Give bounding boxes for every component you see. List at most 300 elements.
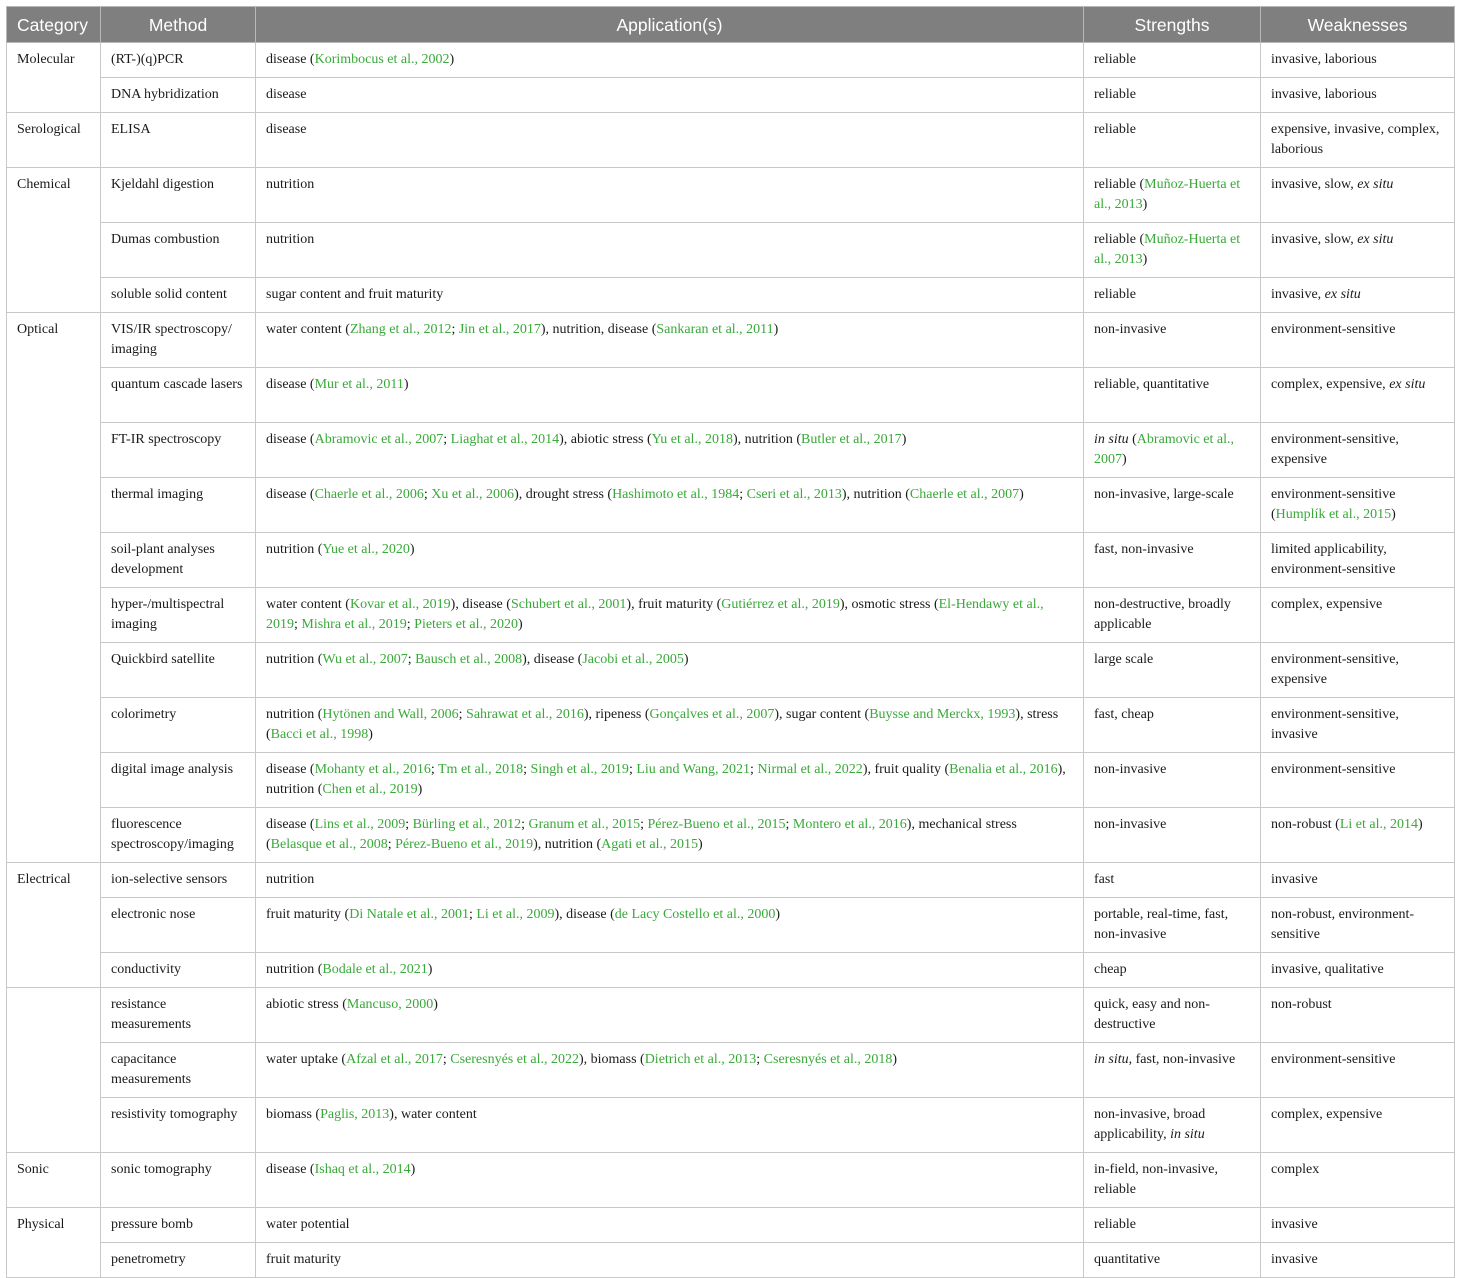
citation-link[interactable]: Butler et al., 2017 [800, 432, 902, 447]
weaknesses-cell [1261, 1098, 1455, 1153]
citation-link[interactable]: Mur et al., 2011 [314, 377, 404, 392]
header-weaknesses: Weaknesses [1261, 7, 1455, 43]
cell-text: ), water content [389, 1107, 477, 1122]
weaknesses-cell [1261, 168, 1455, 223]
weaknesses-cell [1261, 588, 1455, 643]
strengths-cell [1084, 43, 1261, 78]
citation-link[interactable]: Yue et al., 2020 [322, 542, 410, 557]
citation-link[interactable]: Yu et al., 2018 [651, 432, 733, 447]
cell-text: abiotic stress ( [266, 997, 347, 1012]
citation-link[interactable]: Chen et al., 2019 [322, 782, 418, 797]
application-cell [256, 423, 1084, 478]
cell-text: quick, easy and non-destructive [1094, 997, 1210, 1032]
citation-link[interactable]: Gonçalves et al., 2007 [649, 707, 775, 722]
cell-text: disease ( [266, 432, 315, 447]
cell-text: reliable [1094, 87, 1136, 102]
strengths-cell [1084, 1153, 1261, 1208]
cell-text: reliable ( [1094, 177, 1145, 192]
table-row [7, 988, 1455, 1043]
strengths-cell [1084, 863, 1261, 898]
cell-text: ) [427, 962, 433, 977]
weaknesses-cell [1261, 368, 1455, 423]
table-row [7, 1208, 1455, 1243]
citation-link[interactable]: Mohanty et al., 2016 [314, 762, 431, 777]
category-cell: Sonic [7, 1153, 101, 1208]
application-cell [256, 1153, 1084, 1208]
citation-link[interactable]: Lins et al., 2009 [314, 817, 406, 832]
cell-text: ) [1417, 817, 1423, 832]
cell-text: ; [750, 762, 758, 777]
cell-text: ; [458, 707, 467, 722]
strengths-cell [1084, 478, 1261, 533]
cell-text: ) [901, 432, 907, 447]
cell-text: ), disease ( [522, 652, 583, 667]
cell-text: ; [785, 817, 793, 832]
italic-text: ex situ [1357, 232, 1394, 247]
cell-text: ) [433, 997, 438, 1012]
citation-link[interactable]: Li et al., 2014 [1339, 817, 1418, 832]
cell-text: disease [266, 122, 307, 137]
category-cell: Molecular [7, 43, 101, 113]
application-cell [256, 368, 1084, 423]
citation-link[interactable]: Paglis, 2013 [320, 1107, 390, 1122]
strengths-cell [1084, 533, 1261, 588]
cell-text: expensive, invasive, complex, laborious [1271, 122, 1440, 157]
weaknesses-cell [1261, 43, 1455, 78]
table-row [7, 313, 1455, 368]
table-row [7, 588, 1455, 643]
application-cell [256, 988, 1084, 1043]
citation-link[interactable]: Li et al., 2009 [476, 907, 555, 922]
citation-link[interactable]: El-Hendawy et al., 2019 [266, 597, 1044, 632]
cell-text: ) [697, 837, 703, 852]
application-cell [256, 1043, 1084, 1098]
citation-link[interactable]: Bürling et al., 2012 [412, 817, 522, 832]
cell-text: ), nutrition ( [266, 762, 1066, 797]
table-row [7, 78, 1455, 113]
citation-link[interactable]: Bausch et al., 2008 [415, 652, 523, 667]
application-cell [256, 478, 1084, 533]
cell-text: reliable [1094, 122, 1136, 137]
citation-link[interactable]: Ishaq et al., 2014 [314, 1162, 411, 1177]
citation-link[interactable]: Liaghat et al., 2014 [450, 432, 560, 447]
weaknesses-cell [1261, 223, 1455, 278]
table-row [7, 43, 1455, 78]
cell-text: sugar content and fruit maturity [266, 287, 444, 302]
method-cell: DNA hybridization [101, 78, 256, 113]
citation-link[interactable]: Mancuso, 2000 [346, 997, 434, 1012]
strengths-cell [1084, 168, 1261, 223]
cell-text: ; [523, 762, 531, 777]
citation-link[interactable]: Mishra et al., 2019 [301, 617, 407, 632]
strengths-cell [1084, 898, 1261, 953]
citation-link[interactable]: Cseri et al., 2013 [746, 487, 842, 502]
italic-text: in situ [1094, 432, 1129, 447]
cell-text: disease ( [266, 487, 315, 502]
cell-text: ) [775, 907, 781, 922]
strengths-cell [1084, 753, 1261, 808]
method-cell: thermal imaging [101, 478, 256, 533]
cell-text: ) [1122, 452, 1127, 467]
application-cell [256, 1243, 1084, 1278]
weaknesses-cell [1261, 1153, 1455, 1208]
cell-text: ), sugar content ( [774, 707, 870, 722]
citation-link[interactable]: Korimbocus et al., 2002 [314, 52, 450, 67]
cell-text: reliable [1094, 287, 1136, 302]
cell-text: disease ( [266, 1162, 315, 1177]
weaknesses-cell [1261, 1208, 1455, 1243]
cell-text: ) [417, 782, 423, 797]
cell-text: cheap [1094, 962, 1127, 977]
cell-text: ; [640, 817, 648, 832]
header-applications: Application(s) [256, 7, 1084, 43]
method-cell: soluble solid content [101, 278, 256, 313]
method-cell: Dumas combustion [101, 223, 256, 278]
citation-link[interactable]: Xu et al., 2006 [431, 487, 515, 502]
citation-link[interactable]: Chaerle et al., 2007 [909, 487, 1020, 502]
cell-text: ), biomass ( [578, 1052, 645, 1067]
table-row [7, 698, 1455, 753]
cell-text: nutrition ( [266, 962, 323, 977]
methods-table [6, 6, 1455, 1278]
cell-text: environment-sensitive, expensive [1271, 432, 1399, 467]
cell-text: ; [628, 762, 637, 777]
cell-text: ; [443, 432, 451, 447]
application-cell [256, 753, 1084, 808]
weaknesses-cell [1261, 698, 1455, 753]
strengths-cell [1084, 1043, 1261, 1098]
cell-text: non-robust ( [1271, 817, 1340, 832]
cell-text: disease ( [266, 817, 315, 832]
method-cell: sonic tomography [101, 1153, 256, 1208]
cell-text: quantitative [1094, 1252, 1161, 1267]
cell-text: invasive [1271, 872, 1318, 887]
strengths-cell [1084, 423, 1261, 478]
method-cell: digital image analysis [101, 753, 256, 808]
citation-link[interactable]: Pieters et al., 2020 [414, 617, 518, 632]
cell-text: ; [430, 762, 438, 777]
application-cell [256, 533, 1084, 588]
cell-text: fast, non-invasive [1094, 542, 1194, 557]
application-cell [256, 313, 1084, 368]
cell-text: reliable, quantitative [1094, 377, 1210, 392]
citation-link[interactable]: Schubert et al., 2001 [510, 597, 627, 612]
strengths-cell [1084, 588, 1261, 643]
method-cell: pressure bomb [101, 1208, 256, 1243]
citation-link[interactable]: Agati et al., 2015 [601, 837, 698, 852]
citation-link[interactable]: Sankaran et al., 2011 [656, 322, 774, 337]
cell-text: non-invasive [1094, 322, 1167, 337]
method-cell: ion-selective sensors [101, 863, 256, 898]
table-row [7, 113, 1455, 168]
cell-text: ), osmotic stress ( [839, 597, 939, 612]
citation-link[interactable]: Belasque et al., 2008 [270, 837, 388, 852]
cell-text: reliable [1094, 1217, 1136, 1232]
cell-text: water content ( [266, 597, 350, 612]
method-cell: Kjeldahl digestion [101, 168, 256, 223]
method-cell: conductivity [101, 953, 256, 988]
method-cell: penetrometry [101, 1243, 256, 1278]
application-cell [256, 78, 1084, 113]
citation-link[interactable]: Afzal et al., 2017 [346, 1052, 443, 1067]
citation-link[interactable]: Zhang et al., 2012 [349, 322, 452, 337]
cell-text: ) [409, 542, 415, 557]
citation-link[interactable]: Jin et al., 2017 [458, 322, 541, 337]
citation-link[interactable]: Montero et al., 2016 [792, 817, 907, 832]
citation-link[interactable]: Kovar et al., 2019 [349, 597, 451, 612]
table-body [7, 43, 1455, 1278]
method-cell: fluorescence spectroscopy/imaging [101, 808, 256, 863]
italic-text: ex situ [1389, 377, 1426, 392]
cell-text: invasive, laborious [1271, 52, 1377, 67]
citation-link[interactable]: Muñoz-Huerta et al., 2013 [1094, 177, 1241, 212]
cell-text: invasive, laborious [1271, 87, 1377, 102]
application-cell [256, 168, 1084, 223]
cell-text: complex [1271, 1162, 1320, 1177]
citation-link[interactable]: Muñoz-Huerta et al., 2013 [1094, 232, 1241, 267]
citation-link[interactable]: Granum et al., 2015 [528, 817, 641, 832]
strengths-cell [1084, 1243, 1261, 1278]
cell-text: water uptake ( [266, 1052, 347, 1067]
cell-text: complex, expensive [1271, 1107, 1383, 1122]
citation-link[interactable]: Cseresnyés et al., 2018 [763, 1052, 893, 1067]
cell-text: disease ( [266, 52, 315, 67]
cell-text: ; [423, 487, 432, 502]
strengths-cell [1084, 278, 1261, 313]
table-row [7, 478, 1455, 533]
citation-link[interactable]: Dietrich et al., 2013 [644, 1052, 757, 1067]
cell-text: disease ( [266, 762, 315, 777]
category-cell: Serological [7, 113, 101, 168]
table-row [7, 368, 1455, 423]
header-category: Category [7, 7, 101, 43]
cell-text: water potential [266, 1217, 350, 1232]
cell-text: non-invasive [1094, 762, 1167, 777]
method-cell: colorimetry [101, 698, 256, 753]
cell-text: ) [1142, 252, 1148, 267]
citation-link[interactable]: Pérez-Bueno et al., 2019 [395, 837, 534, 852]
cell-text: limited applicability, environment-sensitive [1271, 542, 1396, 577]
header-row [7, 7, 1455, 43]
cell-text: non-invasive, large-scale [1094, 487, 1234, 502]
cell-text: ; [451, 322, 459, 337]
weaknesses-cell [1261, 1243, 1455, 1278]
strengths-cell [1084, 313, 1261, 368]
cell-text: ), stress ( [266, 707, 1059, 742]
cell-text: ), fruit maturity ( [626, 597, 722, 612]
cell-text: ) [773, 322, 779, 337]
cell-text: fruit maturity [266, 1252, 342, 1267]
cell-text: ) [449, 52, 455, 67]
cell-text: non-robust [1271, 997, 1332, 1012]
cell-text: ) [517, 617, 523, 632]
application-cell [256, 588, 1084, 643]
citation-link[interactable]: Bodale et al., 2021 [322, 962, 428, 977]
cell-text: ; [442, 1052, 451, 1067]
cell-text: in-field, non-invasive, reliable [1094, 1162, 1219, 1197]
cell-text: non-robust, environment-sensitive [1271, 907, 1415, 942]
cell-text: ), nutrition ( [841, 487, 910, 502]
application-cell [256, 698, 1084, 753]
cell-text: ), nutrition, disease ( [540, 322, 657, 337]
cell-text: disease [266, 87, 307, 102]
cell-text: environment-sensitive [1271, 322, 1396, 337]
strengths-cell [1084, 1098, 1261, 1153]
strengths-cell [1084, 643, 1261, 698]
cell-text: invasive, qualitative [1271, 962, 1384, 977]
strengths-cell [1084, 988, 1261, 1043]
weaknesses-cell [1261, 898, 1455, 953]
table-row [7, 643, 1455, 698]
table-row [7, 1153, 1455, 1208]
table-row [7, 1098, 1455, 1153]
header-strengths: Strengths [1084, 7, 1261, 43]
citation-link[interactable]: Chaerle et al., 2006 [314, 487, 424, 502]
weaknesses-cell [1261, 953, 1455, 988]
cell-text: portable, real-time, fast, non-invasive [1094, 907, 1229, 942]
weaknesses-cell [1261, 808, 1455, 863]
table-row [7, 953, 1455, 988]
cell-text: ; [294, 617, 302, 632]
citation-link[interactable]: Sahrawat et al., 2016 [466, 707, 584, 722]
cell-text: invasive [1271, 1252, 1318, 1267]
cell-text: ; [756, 1052, 764, 1067]
strengths-cell [1084, 113, 1261, 168]
cell-text: ), drought stress ( [514, 487, 613, 502]
citation-link[interactable]: de Lacy Costello et al., 2000 [614, 907, 776, 922]
citation-link[interactable]: Pérez-Bueno et al., 2015 [647, 817, 786, 832]
italic-text: in situ [1094, 1052, 1129, 1067]
cell-text: environment-sensitive [1271, 1052, 1396, 1067]
cell-text: ) [892, 1052, 898, 1067]
citation-link[interactable]: Abramovic et al., 2007 [314, 432, 444, 447]
cell-text: non-destructive, broadly applicable [1094, 597, 1231, 632]
cell-text: nutrition ( [266, 652, 323, 667]
cell-text: ) [410, 1162, 416, 1177]
cell-text: environment-sensitive, invasive [1271, 707, 1399, 742]
citation-link[interactable]: Hashimoto et al., 1984 [612, 487, 740, 502]
cell-text: nutrition ( [266, 707, 323, 722]
cell-text: environment-sensitive ( [1271, 487, 1396, 522]
cell-text: non-invasive, broad applicability, [1094, 1107, 1206, 1142]
table-row [7, 423, 1455, 478]
strengths-cell [1084, 78, 1261, 113]
cell-text: non-invasive [1094, 817, 1167, 832]
weaknesses-cell [1261, 313, 1455, 368]
weaknesses-cell [1261, 753, 1455, 808]
citation-link[interactable]: Abramovic et al., 2007 [1094, 432, 1234, 467]
cell-text: reliable ( [1094, 232, 1145, 247]
method-cell: capacitance measurements [101, 1043, 256, 1098]
header-method: Method [101, 7, 256, 43]
cell-text: ; [521, 817, 529, 832]
application-cell [256, 863, 1084, 898]
citation-link[interactable]: Di Natale et al., 2001 [349, 907, 469, 922]
application-cell [256, 898, 1084, 953]
citation-link[interactable]: Humplík et al., 2015 [1275, 507, 1392, 522]
citation-link[interactable]: Cseresnyés et al., 2022 [450, 1052, 579, 1067]
table-row [7, 753, 1455, 808]
method-cell: resistance measurements [101, 988, 256, 1043]
cell-text: ), nutrition ( [533, 837, 602, 852]
application-cell [256, 113, 1084, 168]
citation-link[interactable]: Gutiérrez et al., 2019 [721, 597, 840, 612]
table-row [7, 898, 1455, 953]
cell-text: ), mechanical stress ( [266, 817, 1017, 852]
category-cell: Optical [7, 313, 101, 863]
application-cell [256, 643, 1084, 698]
cell-text: ; [406, 617, 415, 632]
cell-text: nutrition ( [266, 542, 323, 557]
method-cell: VIS/IR spectroscopy/ imaging [101, 313, 256, 368]
table-row [7, 533, 1455, 588]
application-cell [256, 278, 1084, 313]
cell-text: environment-sensitive [1271, 762, 1396, 777]
table-header [7, 7, 1455, 43]
citation-link[interactable]: Liu and Wang, 2021 [636, 762, 751, 777]
method-cell: Quickbird satellite [101, 643, 256, 698]
weaknesses-cell [1261, 478, 1455, 533]
category-cell [7, 988, 101, 1153]
table-row [7, 168, 1455, 223]
citation-link[interactable]: Nirmal et al., 2022 [757, 762, 863, 777]
cell-text: invasive, slow, [1271, 177, 1358, 192]
strengths-cell [1084, 808, 1261, 863]
cell-text: ; [468, 907, 477, 922]
citation-link[interactable]: Bacci et al., 1998 [270, 727, 369, 742]
weaknesses-cell [1261, 113, 1455, 168]
citation-link[interactable]: Jacobi et al., 2005 [582, 652, 684, 667]
application-cell [256, 1098, 1084, 1153]
category-cell: Physical [7, 1208, 101, 1278]
table-row [7, 278, 1455, 313]
citation-link[interactable]: Buysse and Merckx, 1993 [869, 707, 1016, 722]
cell-text: , fast, non-invasive [1128, 1052, 1236, 1067]
cell-text: ; [405, 817, 413, 832]
citation-link[interactable]: Hytönen and Wall, 2006 [322, 707, 459, 722]
cell-text: water content ( [266, 322, 350, 337]
citation-link[interactable]: Tm et al., 2018 [438, 762, 524, 777]
cell-text: invasive, [1271, 287, 1325, 302]
citation-link[interactable]: Singh et al., 2019 [530, 762, 629, 777]
cell-text: ), disease ( [450, 597, 511, 612]
method-cell: FT-IR spectroscopy [101, 423, 256, 478]
method-cell: soil-plant analyses development [101, 533, 256, 588]
cell-text: invasive, slow, [1271, 232, 1358, 247]
application-cell [256, 1208, 1084, 1243]
weaknesses-cell [1261, 863, 1455, 898]
cell-text: fruit maturity ( [266, 907, 350, 922]
weaknesses-cell [1261, 423, 1455, 478]
cell-text: ), fruit quality ( [862, 762, 950, 777]
cell-text: ) [1391, 507, 1396, 522]
citation-link[interactable]: Benalia et al., 2016 [949, 762, 1058, 777]
weaknesses-cell [1261, 988, 1455, 1043]
cell-text: reliable [1094, 52, 1136, 67]
cell-text: invasive [1271, 1217, 1318, 1232]
weaknesses-cell [1261, 533, 1455, 588]
italic-text: in situ [1170, 1127, 1205, 1142]
table-row [7, 863, 1455, 898]
cell-text: complex, expensive [1271, 597, 1383, 612]
cell-text: ) [683, 652, 689, 667]
cell-text: ) [368, 727, 373, 742]
method-cell: quantum cascade lasers [101, 368, 256, 423]
cell-text: nutrition [266, 177, 315, 192]
citation-link[interactable]: Wu et al., 2007 [322, 652, 408, 667]
cell-text: ; [407, 652, 416, 667]
weaknesses-cell [1261, 278, 1455, 313]
